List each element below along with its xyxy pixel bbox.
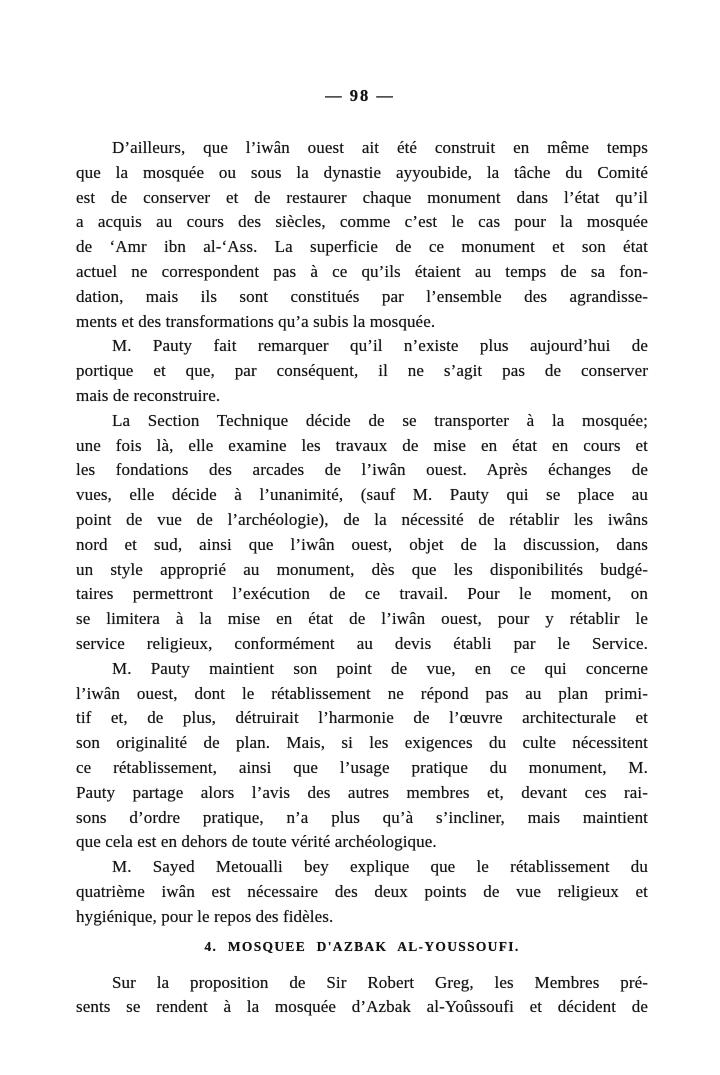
text-line: sons d’ordre pratique, n’a plus qu’à s’incliner, mais maintient [76,807,648,827]
text-line: Sur la proposition de Sir Robert Greg, les Membres pré- [112,972,648,992]
section-heading: 4. MOSQUEE D'AZBAK AL-YOUSSOUFI. [204,938,520,954]
text-line: M. Pauty maintient son point de vue, en ce qui concerne [112,658,648,678]
text-line: taires permettront l’exécution de ce travail. Pour le moment, on [76,584,648,604]
text-block [76,136,648,1020]
text-line: portique et que, par conséquent, il ne s’agit pas de conserver [76,361,648,381]
text-line: est de conserver et de restaurer chaque monument dans l’état qu’il [76,187,648,207]
text-line: mais de reconstruire. [76,385,221,405]
paragraph [76,334,648,408]
text-line: de ‘Amr ibn al-‘Ass. La superficie de ce monument et son état [76,237,648,257]
text-line: point de vue de l’archéologie), de la nécessité de rétablir les iwâns [76,509,648,529]
text-line: l’iwân ouest, dont le rétablissement ne répond pas au plan primi- [76,683,648,703]
text-line: que cela est en dehors de toute vérité archéologique. [76,832,437,852]
paragraph [76,971,648,1021]
text-line: se limitera à la mise en état de l’iwân ouest, pour y rétablir le [76,609,648,629]
paragraph [76,657,648,855]
text-line: M. Pauty fait remarquer qu’il n’existe plus aujourd’hui de [112,336,648,356]
paragraph [76,409,648,657]
text-line: nord et sud, ainsi que l’iwân ouest, objet de la discussion, dans [76,534,648,554]
page-number: — 98 — [325,86,395,105]
text-line: que la mosquée ou sous la dynastie ayyoubide, la tâche du Comité [76,162,648,182]
text-line: a acquis au cours des siècles, comme c’est le cas pour la mosquée [76,212,648,232]
text-line: vues, elle décide à l’unanimité, (sauf M. Pauty qui se place au [76,485,648,505]
text-line: son originalité de plan. Mais, si les exigences du culte nécessitent [76,733,648,753]
text-line: actuel ne correspondent pas à ce qu’ils étaient au temps de sa fon- [76,261,648,281]
text-line: ments et des transformations qu’a subis la mosquée. [76,311,436,331]
text-line: sents se rendent à la mosquée d’Azbak al-Yoûssoufi et décident de [76,997,648,1017]
text-line: quatrième iwân est nécessaire des deux points de vue religieux et [76,881,648,901]
text-line: D’ailleurs, que l’iwân ouest ait été construit en même temps [112,138,648,157]
text-line: La Section Technique décide de se transporter à la mosquée; [112,410,648,430]
text-line: hygiénique, pour le repos des fidèles. [76,906,334,926]
text-line: dation, mais ils sont constitués par l’ensemble des agrandisse- [76,286,648,306]
text-line: Pauty partage alors l’avis des autres membres et, devant ces rai- [76,782,648,802]
text-line: une fois là, elle examine les travaux de mise en état en cours et [76,435,648,455]
text-line: ce rétablissement, ainsi que l’usage pratique du monument, M. [76,757,648,777]
text-line: les fondations des arcades de l’iwân ouest. Après échanges de [76,460,648,480]
paragraph [76,855,648,929]
text-line: service religieux, conformément au devis établi par le Service. [76,633,648,653]
paragraph [76,136,648,334]
text-line: M. Sayed Metoualli bey explique que le rétablissement du [112,857,648,877]
text-line: un style approprié au monument, dès que les disponibilités budgé- [76,559,648,579]
text-line: tif et, de plus, détruirait l’harmonie de l’œuvre architecturale et [76,708,648,728]
